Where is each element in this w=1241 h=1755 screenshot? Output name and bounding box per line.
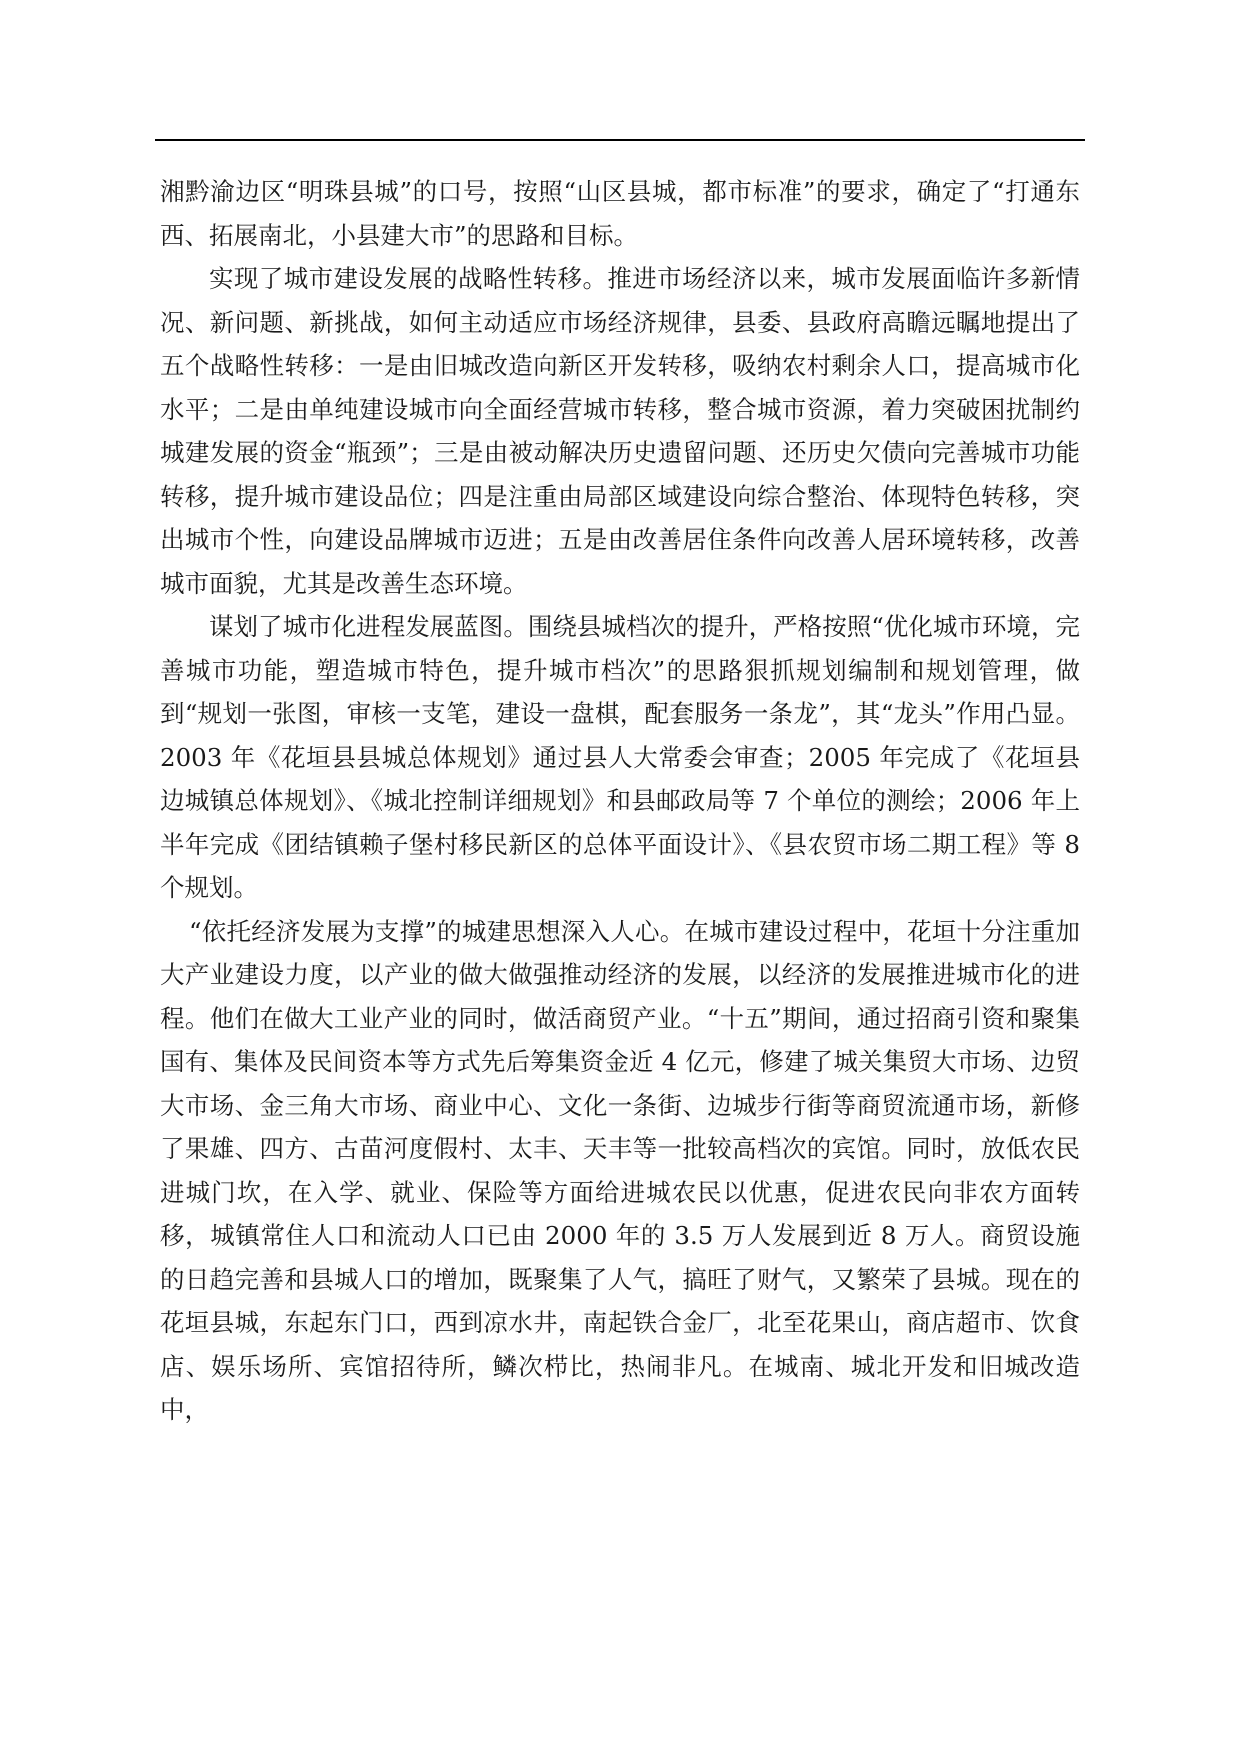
- body-text: [160, 170, 1080, 1432]
- paragraph: 谋划了城市化进程发展蓝图。围绕县城档次的提升，严格按照“优化城市环境，完善城市功能，塑造城市特色，提升城市档次”的思路狠抓规划编制和规划管理，做到“规划一张图，审核一支笔，建设一盘棋，配套服务一条龙”，其“龙头”作用凸显。2003 年《花垣县县城总体规划》通过县人大常委会审查；2005 年完成了《花垣县边城镇总体规划》、《城北控制详细规划》和县邮政局等 7 个单位的测绘；2006 年上半年完成《团结镇赖子堡村移民新区的总体平面设计》、《县农贸市场二期工程》等 8 个规划。: [160, 612, 1080, 902]
- header-rule: [155, 139, 1085, 141]
- paragraph: “依托经济发展为支撑”的城建思想深入人心。在城市建设过程中，花垣十分注重加大产业建设力度，以产业的做大做强推动经济的发展，以经济的发展推进城市化的进程。他们在做大工业产业的同时，做活商贸产业。“十五”期间，通过招商引资和聚集国有、集体及民间资本等方式先后筹集资金近 4 亿元，修建了城关集贸大市场、边贸大市场、金三角大市场、商业中心、文化一条街、边城步行街等商贸流通市场，新修了果雄、四方、古苗河度假村、太丰、天丰等一批较高档次的宾馆。同时，放低农民进城门坎，在入学、就业、保险等方面给进城农民以优惠，促进农民向非农方面转移，城镇常住人口和流动人口已由 2000 年的 3.5 万人发展到近 8 万人。商贸设施的日趋完善和县城人口的增加，既聚集了人气，搞旺了财气，又繁荣了县城。现在的花垣县城，东起东门口，西到凉水井，南起铁合金厂，北至花果山，商店超市、饮食店、娱乐场所、宾馆招待所，鳞次栉比，热闹非凡。在城南、城北开发和旧城改造中，: [160, 916, 1080, 1424]
- paragraph: 湘黔渝边区“明珠县城”的口号，按照“山区县城，都市标准”的要求，确定了“打通东西、拓展南北，小县建大市”的思路和目标。: [160, 177, 1080, 250]
- paragraph: 实现了城市建设发展的战略性转移。推进市场经济以来，城市发展面临许多新情况、新问题、新挑战，如何主动适应市场经济规律，县委、县政府高瞻远瞩地提出了五个战略性转移：一是由旧城改造向新区开发转移，吸纳农村剩余人口，提高城市化水平；二是由单纯建设城市向全面经营城市转移，整合城市资源，着力突破困扰制约城建发展的资金“瓶颈”；三是由被动解决历史遗留问题、还历史欠债向完善城市功能转移，提升城市建设品位；四是注重由局部区域建设向综合整治、体现特色转移，突出城市个性，向建设品牌城市迈进；五是由改善居住条件向改善人居环境转移，改善城市面貌，尤其是改善生态环境。: [160, 264, 1080, 598]
